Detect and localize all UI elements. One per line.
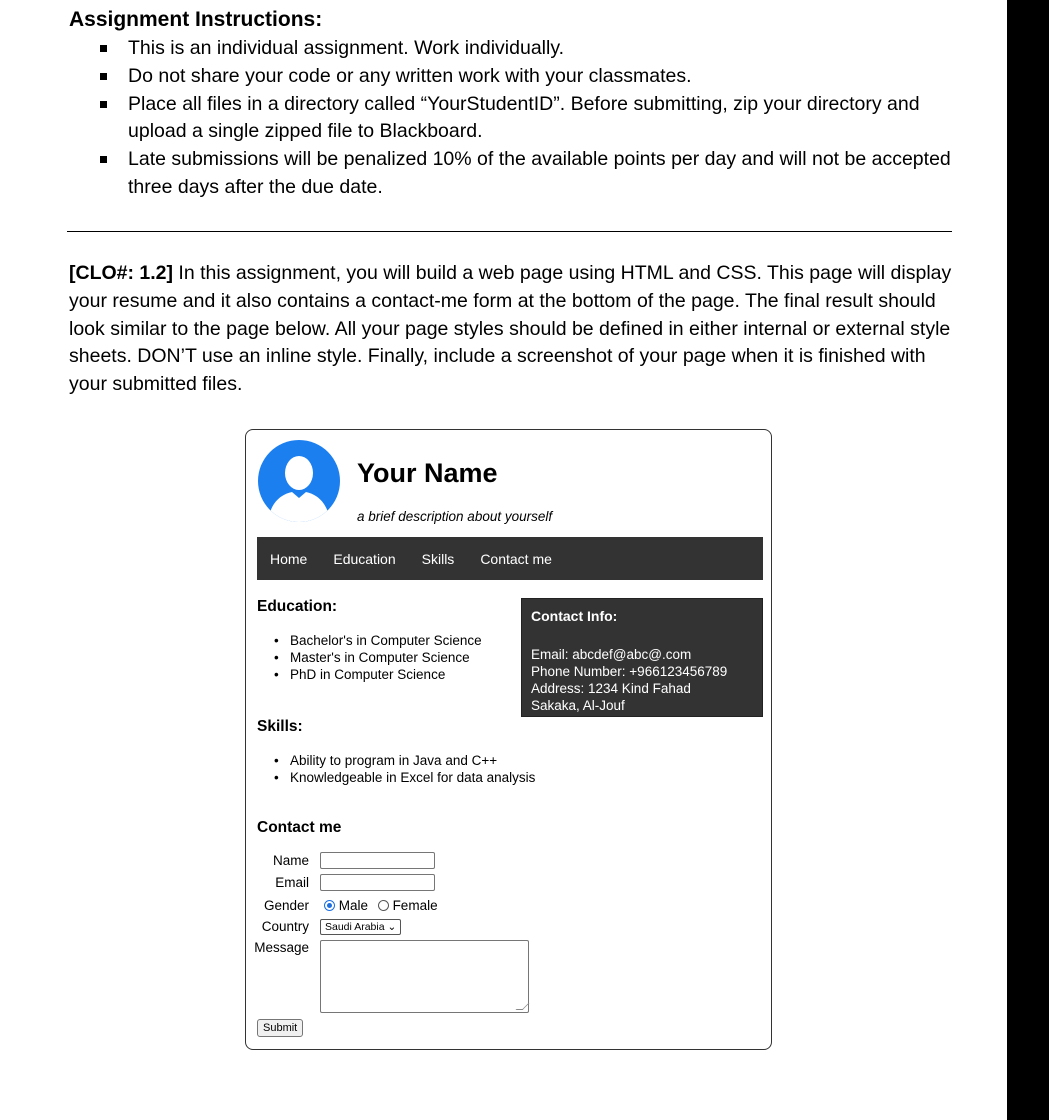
contact-info-heading: Contact Info: <box>531 608 618 624</box>
name-input[interactable] <box>320 852 435 869</box>
form-row-name <box>246 851 766 873</box>
form-row-email <box>246 873 766 895</box>
education-list <box>257 632 482 683</box>
square-bullet-icon <box>100 73 107 80</box>
email-label: Email <box>275 875 309 890</box>
contact-email: Email: abcdef@abc@.com <box>531 647 692 662</box>
instruction-item: Late submissions will be penalized 10% of the available points per day and will not be accepted three days after the due date. <box>69 146 959 202</box>
resume-name: Your Name <box>357 458 498 488</box>
clo-tag: [CLO#: 1.2] <box>69 262 174 284</box>
gender-female-label: Female <box>392 898 438 913</box>
nav-home-link[interactable]: Home <box>270 550 308 567</box>
contact-form-heading: Contact me <box>257 819 342 836</box>
skills-list <box>257 752 535 786</box>
nav-skills-link[interactable]: Skills <box>421 550 455 567</box>
skill-item: • Ability to program in Java and C++ <box>257 752 535 769</box>
right-edge-bar <box>1007 0 1049 1120</box>
avatar-icon <box>258 440 340 522</box>
chevron-down-icon: ⌄ <box>387 921 397 933</box>
resume-navbar <box>257 537 763 580</box>
country-label: Country <box>261 919 309 934</box>
instruction-item: Do not share your code or any written work with your classmates. <box>69 63 959 91</box>
education-item: • PhD in Computer Science <box>257 666 482 683</box>
education-item: • Bachelor's in Computer Science <box>257 632 482 649</box>
form-row-country <box>246 917 766 939</box>
nav-education-link[interactable]: Education <box>333 550 396 567</box>
resume-description: a brief description about yourself <box>357 509 553 524</box>
instruction-item: This is an individual assignment. Work individually. <box>69 35 959 63</box>
gender-male-label: Male <box>338 898 369 913</box>
message-textarea[interactable] <box>320 940 529 1013</box>
gender-label: Gender <box>263 898 309 913</box>
horizontal-divider <box>67 231 952 232</box>
gender-male-radio[interactable] <box>324 900 335 911</box>
submit-button[interactable]: Submit <box>257 1019 303 1037</box>
assignment-paragraph <box>69 260 959 399</box>
nav-contact-link[interactable]: Contact me <box>480 550 552 567</box>
skills-heading: Skills: <box>257 718 303 735</box>
education-item: • Master's in Computer Science <box>257 649 482 666</box>
contact-info-box <box>521 598 763 717</box>
assignment-text: In this assignment, you will build a web page using HTML and CSS. This page will display your resume and it also contains a contact-me form at the bottom of the page. The final result should look similar to the page below. All your page styles should be defined in either internal or external style sheets. DON’T use an inline style. Finally, include a screenshot of your page when it is finished with your submitted files. <box>69 262 952 396</box>
square-bullet-icon <box>100 156 107 163</box>
square-bullet-icon <box>100 101 107 108</box>
contact-address-line2: Sakaka, Al-Jouf <box>531 698 625 713</box>
gender-female-radio[interactable] <box>378 900 389 911</box>
form-row-message <box>246 938 766 1013</box>
instructions-heading: Assignment Instructions: <box>69 8 323 31</box>
instructions-list <box>69 35 959 202</box>
country-value: Saudi Arabia <box>325 921 385 933</box>
skill-item: • Knowledgeable in Excel for data analysis <box>257 769 535 786</box>
contact-address-line1: Address: 1234 Kind Fahad <box>531 681 691 696</box>
gender-options <box>324 898 438 913</box>
education-heading: Education: <box>257 598 338 615</box>
message-label: Message <box>254 940 309 955</box>
instruction-item: Place all files in a directory called “YourStudentID”. Before submitting, zip your directory and upload a single zipped file to Blackboard. <box>69 91 959 147</box>
form-row-gender <box>246 896 766 918</box>
square-bullet-icon <box>100 45 107 52</box>
country-select[interactable] <box>320 919 401 935</box>
contact-phone: Phone Number: +966123456789 <box>531 664 728 679</box>
name-label: Name <box>272 853 309 868</box>
resume-example-figure <box>245 429 772 1050</box>
email-input[interactable] <box>320 874 435 891</box>
